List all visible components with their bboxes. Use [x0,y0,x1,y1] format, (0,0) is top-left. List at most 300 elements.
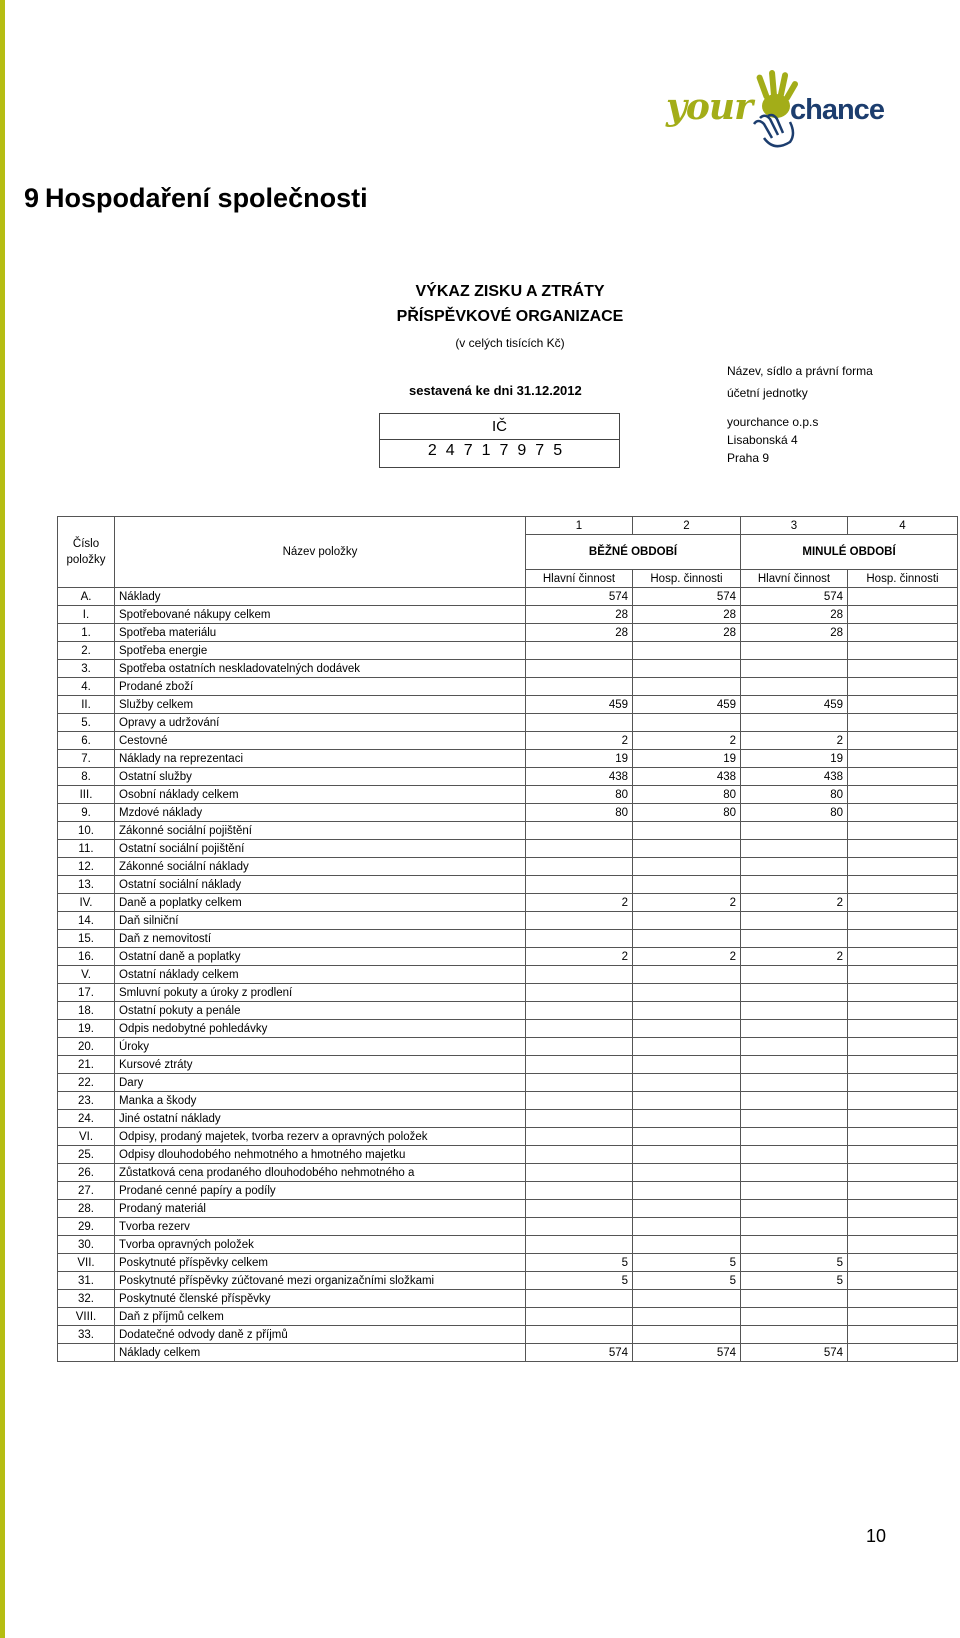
row-value-current-economic [633,1128,741,1146]
table-row [58,1056,958,1074]
row-name: Daň z nemovitostí [115,930,526,948]
row-value-previous-economic [848,1002,958,1020]
row-value-current-main [526,1020,633,1038]
ic-value: 24717975 [427,442,572,459]
row-name: Úroky [115,1038,526,1056]
table-row [58,642,958,660]
row-code: VII. [58,1254,115,1272]
row-name: Ostatní náklady celkem [115,966,526,984]
row-value-previous-economic [848,1236,958,1254]
row-value-previous-main [741,822,848,840]
row-value-previous-economic [848,894,958,912]
row-value-previous-main [741,1110,848,1128]
row-code: 30. [58,1236,115,1254]
row-value-previous-economic [848,768,958,786]
table-row [58,1326,958,1344]
row-name: Opravy a udržování [115,714,526,732]
row-value-previous-main [741,1200,848,1218]
row-value-current-main: 2 [526,732,633,750]
table-row [58,840,958,858]
row-value-current-main [526,1092,633,1110]
row-value-previous-main [741,1074,848,1092]
row-value-current-economic [633,660,741,678]
row-code: 8. [58,768,115,786]
row-value-current-main [526,1128,633,1146]
row-name: Ostatní sociální náklady [115,876,526,894]
row-name: Smluvní pokuty a úroky z prodlení [115,984,526,1002]
row-name: Manka a škody [115,1092,526,1110]
row-value-previous-economic [848,678,958,696]
row-value-previous-economic [848,1218,958,1236]
row-value-previous-economic [848,1290,958,1308]
row-name: Náklady na reprezentaci [115,750,526,768]
row-code: 11. [58,840,115,858]
page-number: 10 [866,1526,887,1546]
row-value-current-main: 19 [526,750,633,768]
row-value-previous-economic [848,1110,958,1128]
row-value-previous-main: 574 [741,588,848,606]
row-value-current-main [526,1110,633,1128]
row-code: 14. [58,912,115,930]
row-value-previous-main [741,1092,848,1110]
section-title: Hospodaření společnosti [45,183,368,213]
row-value-previous-economic [848,858,958,876]
table-row [58,714,958,732]
table-row [58,1344,958,1362]
row-value-current-economic [633,858,741,876]
row-value-previous-economic [848,588,958,606]
row-value-current-main [526,660,633,678]
header-code: Číslo položky [58,517,115,588]
row-value-current-economic: 574 [633,588,741,606]
ic-box [379,413,620,468]
row-value-previous-main [741,1146,848,1164]
row-value-current-economic [633,1290,741,1308]
row-name: Jiné ostatní náklady [115,1110,526,1128]
row-value-current-main [526,930,633,948]
row-value-current-main: 459 [526,696,633,714]
row-value-current-main [526,1326,633,1344]
header-sub-economic-activity: Hosp. činnosti [848,570,958,588]
header-previous-period: MINULÉ OBDOBÍ [741,535,958,570]
row-code: I. [58,606,115,624]
row-value-current-economic: 2 [633,894,741,912]
row-name: Odpisy dlouhodobého nehmotného a hmotného majetku [115,1146,526,1164]
row-code: IV. [58,894,115,912]
row-code: 9. [58,804,115,822]
row-value-previous-economic [848,1182,958,1200]
table-row [58,1254,958,1272]
row-value-current-main: 2 [526,894,633,912]
table-row [58,1146,958,1164]
row-value-previous-main [741,858,848,876]
row-value-previous-economic [848,1128,958,1146]
row-value-previous-main [741,966,848,984]
table-row [58,768,958,786]
table-row [58,1308,958,1326]
row-value-previous-economic [848,984,958,1002]
row-value-current-economic [633,678,741,696]
row-name: Dary [115,1074,526,1092]
report-title-line2: PŘÍSPĚVKOVÉ ORGANIZACE [396,308,624,325]
row-code: 7. [58,750,115,768]
header-col-number: 3 [741,517,848,535]
row-value-current-main [526,1200,633,1218]
row-value-previous-economic [848,912,958,930]
ic-label: IČ [380,415,619,440]
table-row [58,624,958,642]
row-value-previous-main: 5 [741,1272,848,1290]
table-row [58,606,958,624]
logo-text-chance: chance [790,94,884,126]
row-value-previous-economic [848,804,958,822]
row-value-previous-main [741,1002,848,1020]
profit-loss-table [57,516,958,1362]
row-value-previous-main: 459 [741,696,848,714]
row-code: III. [58,786,115,804]
row-code: VI. [58,1128,115,1146]
row-value-previous-main [741,912,848,930]
row-value-current-economic: 574 [633,1344,741,1362]
row-value-previous-economic [848,948,958,966]
row-code: 20. [58,1038,115,1056]
row-value-previous-economic [848,1254,958,1272]
row-value-previous-economic [848,930,958,948]
row-value-current-main: 5 [526,1254,633,1272]
row-value-current-economic: 80 [633,786,741,804]
row-code: 29. [58,1218,115,1236]
row-value-previous-main [741,1038,848,1056]
row-code: 27. [58,1182,115,1200]
row-value-current-main [526,858,633,876]
row-name: Prodané cenné papíry a podíly [115,1182,526,1200]
row-value-previous-main [741,876,848,894]
table-row [58,822,958,840]
row-value-current-main: 5 [526,1272,633,1290]
row-value-current-economic: 19 [633,750,741,768]
row-value-previous-economic [848,966,958,984]
row-name: Spotřeba materiálu [115,624,526,642]
row-value-previous-main: 2 [741,948,848,966]
row-value-previous-main [741,1182,848,1200]
row-value-previous-main: 28 [741,624,848,642]
row-value-current-main: 80 [526,804,633,822]
row-value-previous-main [741,984,848,1002]
row-value-previous-main [741,678,848,696]
row-value-current-main [526,642,633,660]
header-current-period: BĚŽNÉ OBDOBÍ [526,535,741,570]
row-name: Zákonné sociální náklady [115,858,526,876]
row-value-previous-main [741,1128,848,1146]
row-value-previous-economic [848,840,958,858]
table-row [58,1164,958,1182]
row-value-current-economic [633,876,741,894]
row-value-current-economic: 2 [633,732,741,750]
row-name: Spotřeba ostatních neskladovatelných dodávek [115,660,526,678]
row-code: 28. [58,1200,115,1218]
row-value-previous-main: 80 [741,786,848,804]
row-value-current-economic [633,642,741,660]
row-value-current-main: 574 [526,1344,633,1362]
row-value-current-main [526,1290,633,1308]
table-row [58,1272,958,1290]
section-heading [24,183,368,214]
row-value-previous-main [741,660,848,678]
row-value-current-economic [633,1182,741,1200]
row-value-previous-main: 574 [741,1344,848,1362]
header-col-number: 1 [526,517,633,535]
row-value-previous-main [741,1326,848,1344]
row-code: V. [58,966,115,984]
row-value-current-economic [633,930,741,948]
header-col-number: 4 [848,517,958,535]
row-code: 2. [58,642,115,660]
row-value-current-economic [633,1308,741,1326]
row-value-previous-economic [848,750,958,768]
row-value-current-main: 2 [526,948,633,966]
table-row [58,1200,958,1218]
table-row [58,1236,958,1254]
row-value-previous-economic [848,732,958,750]
table-row [58,660,958,678]
left-accent-bar [0,0,5,1638]
row-value-current-main [526,1308,633,1326]
row-value-current-main [526,1236,633,1254]
row-value-current-main [526,1164,633,1182]
row-name: Odpis nedobytné pohledávky [115,1020,526,1038]
row-code: 6. [58,732,115,750]
row-value-previous-main [741,930,848,948]
row-value-current-economic [633,966,741,984]
row-value-previous-economic [848,696,958,714]
row-value-current-economic [633,1110,741,1128]
row-value-previous-main: 19 [741,750,848,768]
row-value-current-economic [633,1218,741,1236]
row-value-current-economic [633,1146,741,1164]
row-value-current-economic [633,714,741,732]
row-code: 19. [58,1020,115,1038]
row-value-previous-economic [848,1020,958,1038]
row-value-previous-economic [848,606,958,624]
entity-label-line1: Název, sídlo a právní forma [727,364,873,378]
row-code: 21. [58,1056,115,1074]
row-value-current-main [526,1002,633,1020]
row-value-current-main [526,1146,633,1164]
row-name: Prodané zboží [115,678,526,696]
table-row [58,948,958,966]
table-row [58,1002,958,1020]
entity-city: Praha 9 [727,451,770,465]
row-value-current-economic [633,912,741,930]
row-value-current-economic [633,822,741,840]
row-code: 25. [58,1146,115,1164]
table-row [58,1092,958,1110]
row-value-current-economic [633,1056,741,1074]
row-code: II. [58,696,115,714]
row-value-previous-economic [848,1200,958,1218]
table-row [58,804,958,822]
row-name: Poskytnuté příspěvky zúčtované mezi organizačními složkami [115,1272,526,1290]
row-value-current-main [526,1038,633,1056]
yourchance-logo [662,66,890,152]
entity-label-line2: účetní jednotky [727,386,808,400]
row-value-previous-main: 80 [741,804,848,822]
row-value-current-economic [633,840,741,858]
table-row [58,984,958,1002]
row-value-previous-economic [848,1164,958,1182]
row-value-current-economic: 28 [633,606,741,624]
row-value-current-main [526,1218,633,1236]
row-code: 26. [58,1164,115,1182]
row-value-current-main [526,1056,633,1074]
row-code: 5. [58,714,115,732]
row-value-current-economic [633,984,741,1002]
row-value-previous-main [741,1236,848,1254]
row-value-previous-main [741,1218,848,1236]
row-value-current-economic: 80 [633,804,741,822]
row-value-current-main [526,1074,633,1092]
row-value-previous-main: 2 [741,894,848,912]
row-value-current-economic: 5 [633,1272,741,1290]
row-value-previous-main [741,1290,848,1308]
row-code: 24. [58,1110,115,1128]
row-name: Zůstatková cena prodaného dlouhodobého nehmotného a [115,1164,526,1182]
row-value-previous-main [741,840,848,858]
row-value-previous-economic [848,642,958,660]
row-name: Zákonné sociální pojištění [115,822,526,840]
header-name: Název položky [115,517,526,588]
row-value-current-economic: 28 [633,624,741,642]
row-code: 4. [58,678,115,696]
row-code: VIII. [58,1308,115,1326]
table-row [58,678,958,696]
table-row [58,588,958,606]
row-name: Dodatečné odvody daně z příjmů [115,1326,526,1344]
table-row [58,1218,958,1236]
row-value-previous-main: 438 [741,768,848,786]
row-value-current-main: 28 [526,606,633,624]
row-value-current-main [526,840,633,858]
row-value-current-economic: 5 [633,1254,741,1272]
table-row [58,966,958,984]
row-value-current-economic: 438 [633,768,741,786]
row-value-previous-economic [848,1074,958,1092]
row-name: Ostatní daně a poplatky [115,948,526,966]
section-number: 9 [24,183,40,213]
header-col-number: 2 [633,517,741,535]
row-value-previous-economic [848,876,958,894]
report-date: sestavená ke dni 31.12.2012 [409,383,582,398]
entity-street: Lisabonská 4 [727,433,798,447]
row-value-current-economic [633,1200,741,1218]
row-name: Spotřebované nákupy celkem [115,606,526,624]
row-code: 10. [58,822,115,840]
row-value-previous-economic [848,714,958,732]
row-code: 13. [58,876,115,894]
row-value-current-main [526,966,633,984]
row-name: Tvorba rezerv [115,1218,526,1236]
table-row [58,876,958,894]
row-value-current-main [526,714,633,732]
header-sub-main-activity: Hlavní činnost [741,570,848,588]
row-value-current-economic: 459 [633,696,741,714]
row-code: 17. [58,984,115,1002]
row-value-current-economic [633,1092,741,1110]
row-value-current-economic [633,1038,741,1056]
row-name: Odpisy, prodaný majetek, tvorba rezerv a opravných položek [115,1128,526,1146]
row-code: 16. [58,948,115,966]
row-name: Osobní náklady celkem [115,786,526,804]
row-value-current-economic [633,1326,741,1344]
row-name: Poskytnuté členské příspěvky [115,1290,526,1308]
table-row [58,1038,958,1056]
table-row [58,750,958,768]
row-value-current-main: 438 [526,768,633,786]
row-code [58,1344,115,1362]
row-code: 22. [58,1074,115,1092]
table-row [58,1290,958,1308]
row-value-current-main [526,876,633,894]
row-value-previous-main [741,642,848,660]
row-value-previous-main [741,714,848,732]
row-value-previous-economic [848,1326,958,1344]
row-name: Cestovné [115,732,526,750]
table-body [58,588,958,1362]
row-value-previous-economic [848,660,958,678]
row-value-previous-main [741,1020,848,1038]
row-value-previous-main: 28 [741,606,848,624]
header-sub-economic-activity: Hosp. činnosti [633,570,741,588]
row-name: Prodaný materiál [115,1200,526,1218]
row-code: 33. [58,1326,115,1344]
row-code: 12. [58,858,115,876]
row-name: Náklady celkem [115,1344,526,1362]
row-code: 1. [58,624,115,642]
table-row [58,1128,958,1146]
row-code: 23. [58,1092,115,1110]
row-value-previous-economic [848,1272,958,1290]
row-name: Ostatní sociální pojištění [115,840,526,858]
row-value-current-main [526,984,633,1002]
row-value-current-economic [633,1020,741,1038]
row-code: 3. [58,660,115,678]
logo-text-your: your [666,86,753,128]
row-name: Tvorba opravných položek [115,1236,526,1254]
row-name: Mzdové náklady [115,804,526,822]
report-unit: (v celých tisících Kč) [455,336,565,350]
row-value-previous-main: 2 [741,732,848,750]
row-value-current-main [526,678,633,696]
row-name: Ostatní služby [115,768,526,786]
row-value-previous-economic [848,1308,958,1326]
table-row [58,858,958,876]
row-value-current-economic [633,1164,741,1182]
row-value-previous-economic [848,1092,958,1110]
row-value-previous-main [741,1308,848,1326]
table-row [58,696,958,714]
row-code: 18. [58,1002,115,1020]
table-row [58,912,958,930]
row-value-current-economic [633,1074,741,1092]
row-value-current-main: 28 [526,624,633,642]
table-row [58,1110,958,1128]
row-name: Spotřeba energie [115,642,526,660]
row-value-current-main: 574 [526,588,633,606]
row-value-current-main: 80 [526,786,633,804]
row-value-previous-main [741,1056,848,1074]
row-value-current-main [526,822,633,840]
row-code: 15. [58,930,115,948]
